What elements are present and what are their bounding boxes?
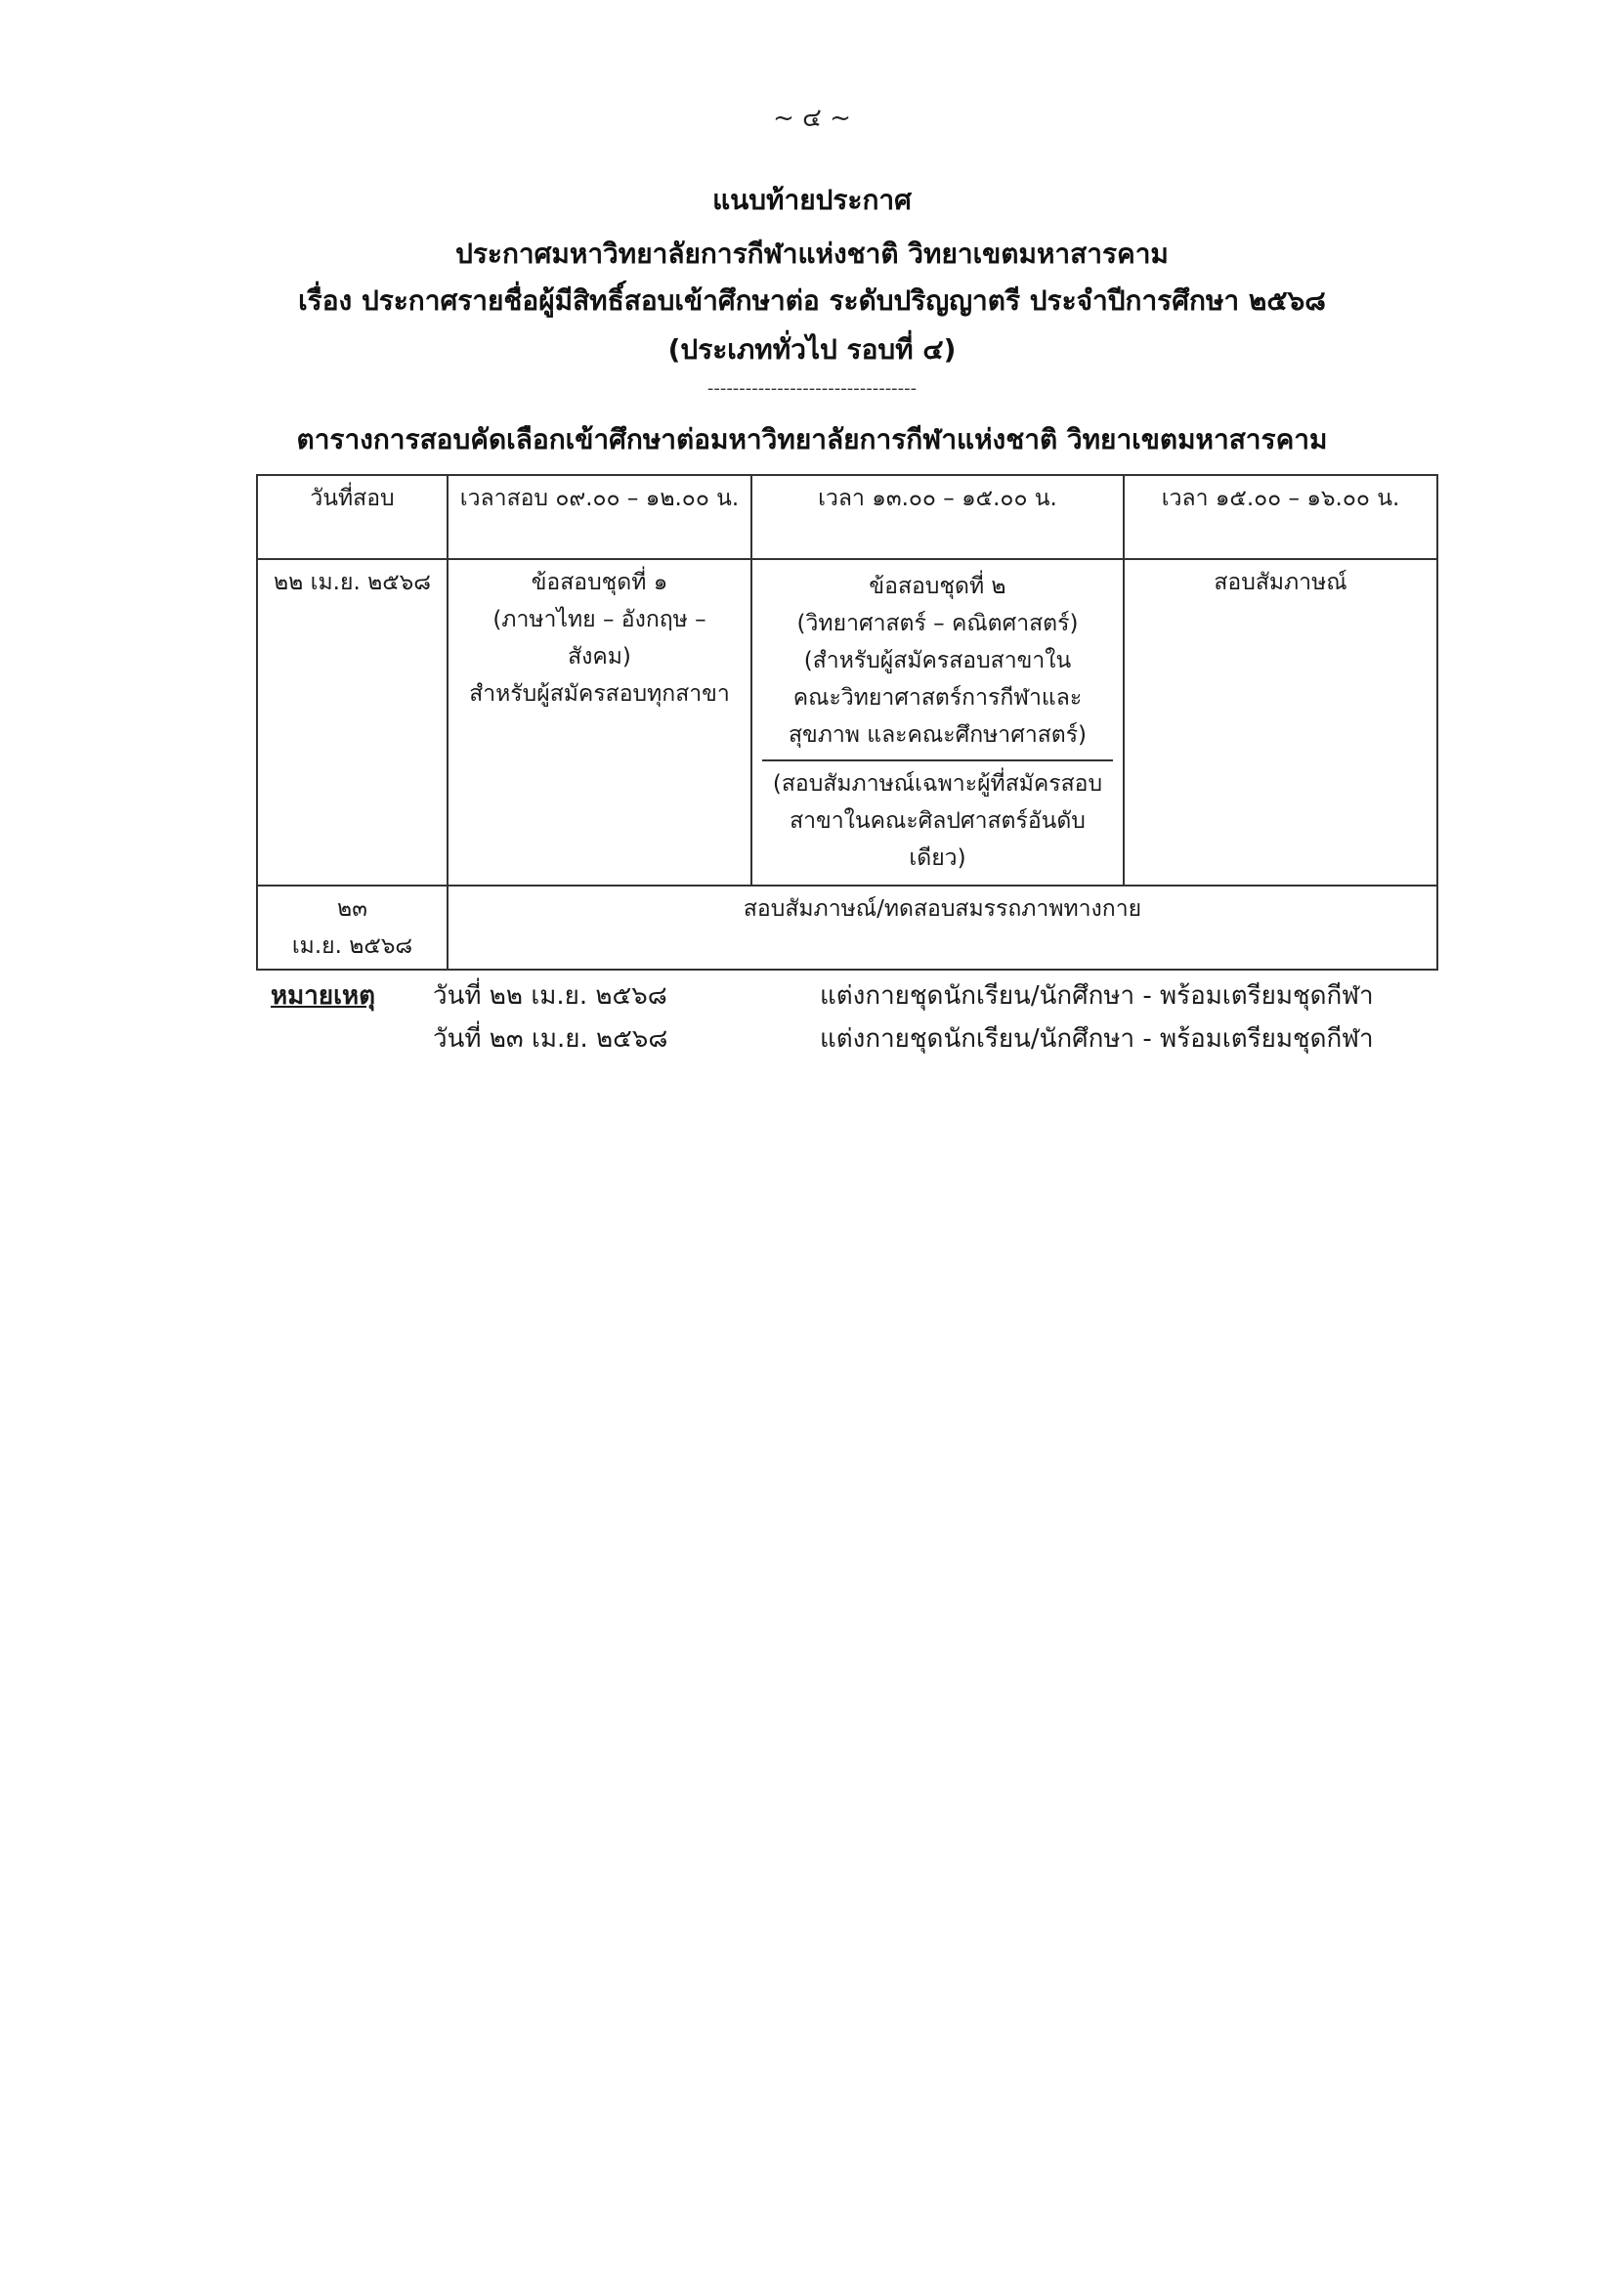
note-date: วันที่ ๒๓ เม.ย. ๒๕๖๘ — [433, 1024, 668, 1054]
header-morning: เวลาสอบ ๐๙.๐๐ – ๑๒.๐๐ น. — [448, 475, 751, 559]
day1-afternoon-line: ข้อสอบชุดที่ ๒ — [869, 574, 1006, 599]
notes-section — [271, 975, 1443, 1061]
day1-afternoon-exam-set2 — [762, 564, 1113, 761]
day1-morning-line: ข้อสอบชุดที่ ๑ — [531, 570, 668, 595]
day1-afternoon-line: (วิทยาศาสตร์ – คณิตศาสตร์) — [796, 611, 1079, 636]
day1-afternoon-line: (สำหรับผู้สมัครสอบสาขาใน — [803, 648, 1072, 673]
day2-date — [257, 886, 448, 970]
day1-morning-line: (ภาษาไทย – อังกฤษ – — [492, 607, 706, 632]
day1-afternoon-line: คณะวิทยาศาสตร์การกีฬาและ — [792, 685, 1083, 711]
day1-afternoon-line: สุขภาพ และคณะศึกษาศาสตร์) — [788, 722, 1088, 748]
day1-afternoon-note-line: สาขาในคณะศิลปศาสตร์อันดับเดียว) — [790, 808, 1086, 871]
note-date: วันที่ ๒๒ เม.ย. ๒๕๖๘ — [433, 981, 667, 1011]
note-dress-code: แต่งกายชุดนักเรียน/นักศึกษา - พร้อมเตรียมชุดกีฬา — [820, 981, 1374, 1011]
day1-afternoon-exam — [751, 559, 1124, 886]
note-row — [271, 1018, 1443, 1061]
exam-schedule-table — [256, 474, 1438, 971]
header-late: เวลา ๑๕.๐๐ – ๑๖.๐๐ น. — [1124, 475, 1437, 559]
day2-date-line: ๒๓ — [337, 896, 367, 922]
notes-label: หมายเหตุ — [271, 981, 376, 1011]
announcement-title: ประกาศมหาวิทยาลัยการกีฬาแห่งชาติ วิทยาเขตมหาสารคาม — [455, 238, 1169, 270]
day1-late-interview: สอบสัมภาษณ์ — [1124, 559, 1437, 886]
day1-date: ๒๒ เม.ย. ๒๕๖๘ — [257, 559, 448, 886]
header-afternoon: เวลา ๑๓.๐๐ – ๑๕.๐๐ น. — [751, 475, 1124, 559]
day1-morning-line: สำหรับผู้สมัครสอบทุกสาขา — [469, 681, 730, 707]
subject-line: เรื่อง ประกาศรายชื่อผู้มีสิทธิ์สอบเข้าศึกษาต่อ ระดับปริญญาตรี ประจำปีการศึกษา ๒๕๖๘ — [298, 284, 1326, 317]
attachment-title: แนบท้ายประกาศ — [712, 184, 912, 216]
page-number: ~ ๔ ~ — [773, 104, 851, 133]
header-date: วันที่สอบ — [257, 475, 448, 559]
day1-afternoon-interview-note — [762, 761, 1113, 881]
table-header-row — [257, 475, 1437, 559]
day1-morning-exam — [448, 559, 751, 886]
dashed-divider: --------------------------------- — [706, 378, 918, 399]
note-dress-code: แต่งกายชุดนักเรียน/นักศึกษา - พร้อมเตรียมชุดกีฬา — [820, 1024, 1374, 1054]
table-row-day2 — [257, 886, 1437, 970]
round-line: (ประเภททั่วไป รอบที่ ๔) — [667, 333, 957, 366]
day1-morning-line: สังคม) — [568, 644, 631, 670]
day2-date-line: เม.ย. ๒๕๖๘ — [291, 933, 413, 959]
table-title: ตารางการสอบคัดเลือกเข้าศึกษาต่อมหาวิทยาลัยการกีฬาแห่งชาติ วิทยาเขตมหาสารคาม — [296, 423, 1328, 455]
day1-afternoon-note-line: (สอบสัมภาษณ์เฉพาะผู้ที่สมัครสอบ — [772, 771, 1103, 797]
day2-activity: สอบสัมภาษณ์/ทดสอบสมรรถภาพทางกาย — [448, 886, 1437, 970]
table-row-day1 — [257, 559, 1437, 886]
note-row — [271, 975, 1443, 1018]
